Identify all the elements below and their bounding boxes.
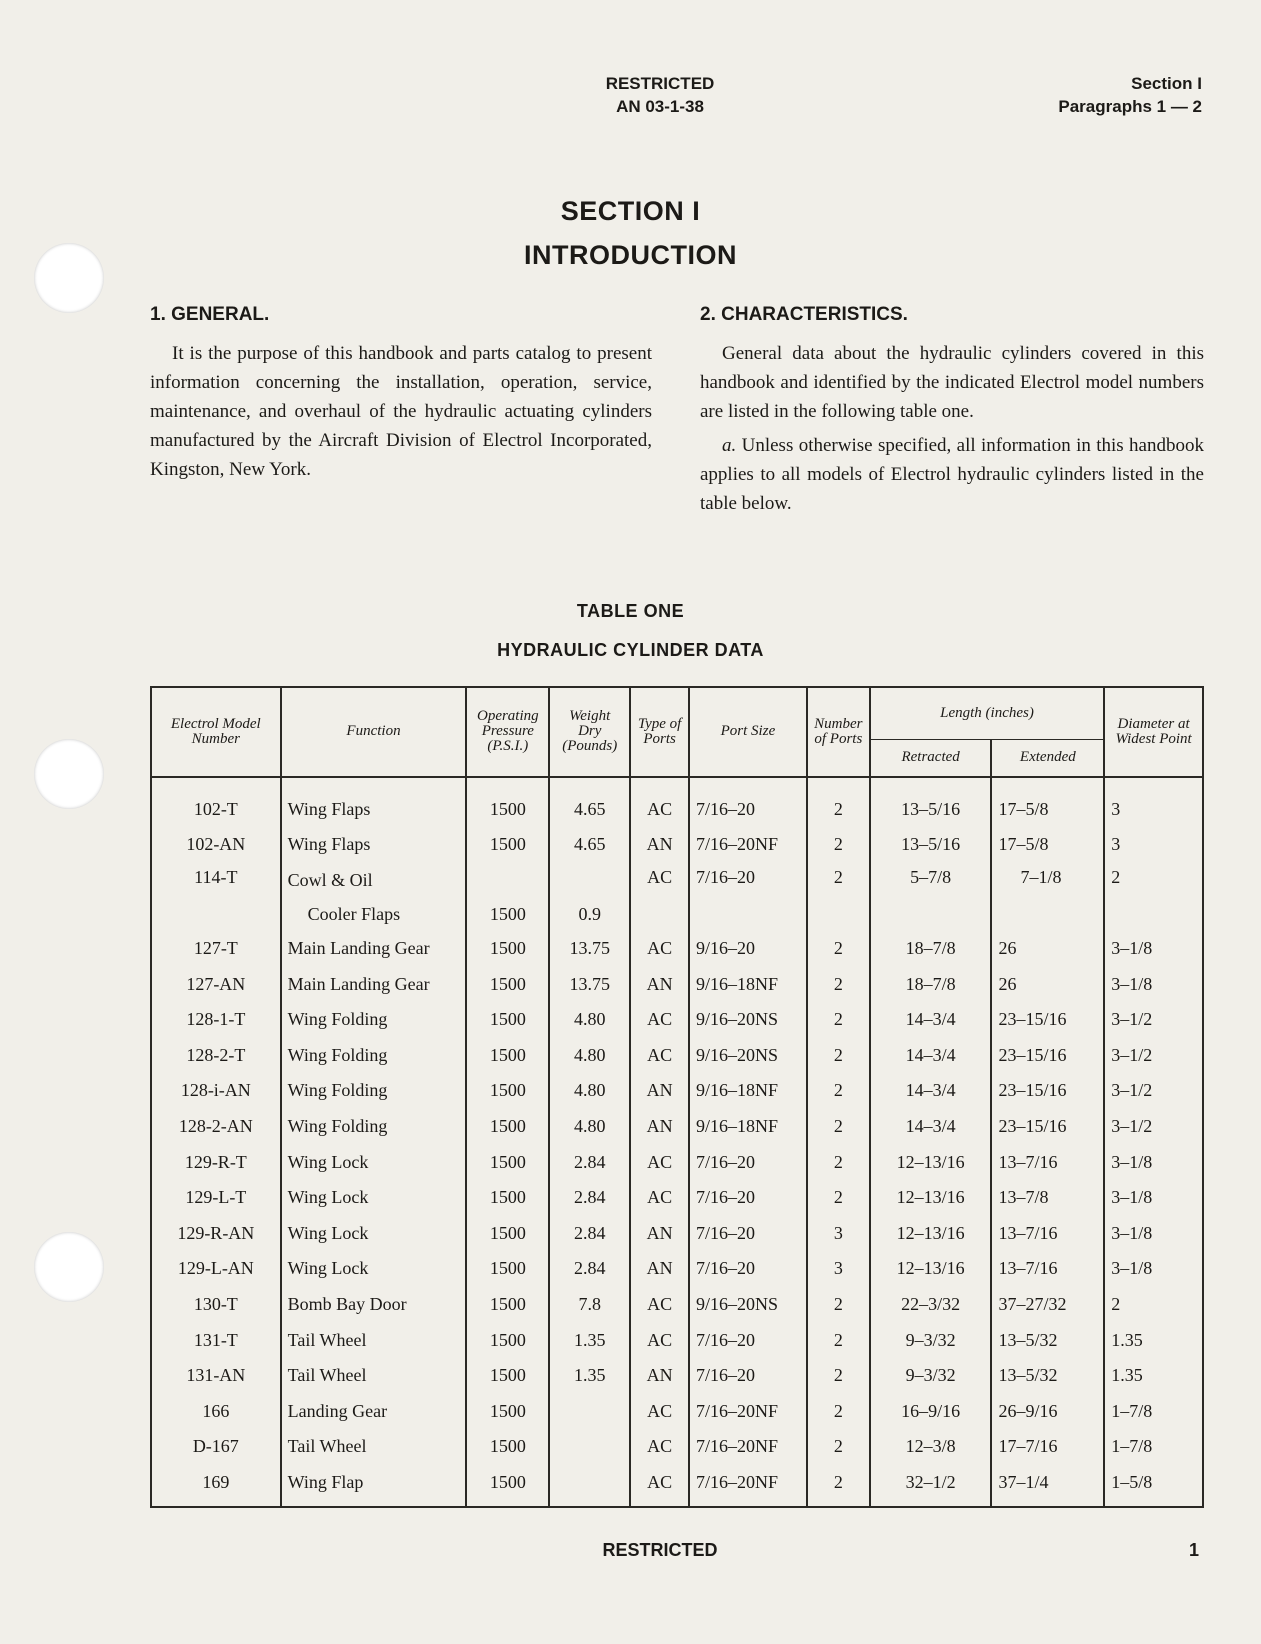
cell-number-of-ports: 2 (807, 931, 870, 967)
cell-pressure: 1500 (466, 1287, 549, 1323)
cell-pressure: 1500 (466, 863, 549, 931)
header-length: Length (inches) (870, 687, 1104, 739)
table-subtitle: HYDRAULIC CYLINDER DATA (497, 640, 764, 660)
cell-port-size: 7/16–20NF (689, 1393, 807, 1429)
cell-extended: 23–15/16 (991, 1109, 1104, 1145)
cell-function: Wing Flap (281, 1465, 467, 1508)
header-classification: RESTRICTED (605, 74, 715, 93)
cell-pressure: 1500 (466, 1073, 549, 1109)
cell-extended: 26–9/16 (991, 1393, 1104, 1429)
cell-diameter: 3–1/2 (1104, 1073, 1203, 1109)
cell-function: Wing Lock (281, 1251, 467, 1287)
cell-diameter: 3–1/2 (1104, 1037, 1203, 1073)
section-title: SECTION I (560, 196, 701, 226)
cell-port-type: AN (630, 827, 689, 863)
cell-diameter: 1–5/8 (1104, 1465, 1203, 1508)
cell-pressure: 1500 (466, 1393, 549, 1429)
cell-diameter: 2 (1104, 863, 1203, 931)
cell-extended: 23–15/16 (991, 1037, 1104, 1073)
table-row (151, 1251, 1203, 1287)
cell-port-type: AC (630, 1037, 689, 1073)
cell-port-size: 7/16–20NF (689, 1429, 807, 1465)
cell-port-type: AN (630, 1251, 689, 1287)
cell-diameter: 3–1/2 (1104, 1109, 1203, 1145)
header-section-ref: Section I (1131, 74, 1202, 93)
cell-port-size: 7/16–20 (689, 1251, 807, 1287)
cell-function: Main Landing Gear (281, 966, 467, 1002)
cell-retracted: 32–1/2 (870, 1465, 992, 1508)
cell-port-size: 9/16–20NS (689, 1287, 807, 1323)
cell-model: 127-T (151, 931, 281, 967)
cell-pressure: 1500 (466, 931, 549, 967)
cell-number-of-ports: 2 (807, 966, 870, 1002)
cell-number-of-ports: 2 (807, 827, 870, 863)
cell-extended: 26 (991, 931, 1104, 967)
cell-number-of-ports: 2 (807, 777, 870, 828)
cell-retracted: 12–13/16 (870, 1180, 992, 1216)
punch-hole (34, 1232, 104, 1302)
cell-model: 129-R-T (151, 1144, 281, 1180)
cell-weight: 2.84 (549, 1144, 630, 1180)
cell-pressure: 1500 (466, 966, 549, 1002)
cell-retracted: 14–3/4 (870, 1109, 992, 1145)
cell-number-of-ports: 2 (807, 1358, 870, 1394)
cell-port-size: 9/16–20 (689, 931, 807, 967)
cell-diameter: 2 (1104, 1287, 1203, 1323)
cell-extended: 13–5/32 (991, 1358, 1104, 1394)
table-row (151, 863, 1203, 931)
cell-retracted: 12–3/8 (870, 1429, 992, 1465)
cell-model: 127-AN (151, 966, 281, 1002)
cell-model: 169 (151, 1465, 281, 1508)
cell-port-size: 7/16–20 (689, 1180, 807, 1216)
table-row (151, 1358, 1203, 1394)
header-paragraph-ref: Paragraphs 1 — 2 (1058, 97, 1202, 116)
cell-function: Wing Lock (281, 1215, 467, 1251)
header-right (1058, 72, 1202, 118)
cell-extended: 13–7/8 (991, 1180, 1104, 1216)
header-number-of-ports: Number of Ports (807, 687, 870, 777)
header-retracted: Retracted (870, 739, 992, 777)
cell-diameter: 3 (1104, 777, 1203, 828)
cell-function: Tail Wheel (281, 1429, 467, 1465)
cell-model: 130-T (151, 1287, 281, 1323)
header-doc-number: AN 03-1-38 (616, 97, 704, 116)
cell-weight: 2.84 (549, 1251, 630, 1287)
cell-port-size: 9/16–20NS (689, 1037, 807, 1073)
table-row (151, 1073, 1203, 1109)
cell-weight: 4.65 (549, 827, 630, 863)
cell-number-of-ports: 2 (807, 1180, 870, 1216)
cell-number-of-ports: 2 (807, 1322, 870, 1358)
cell-retracted: 18–7/8 (870, 931, 992, 967)
cell-model: 166 (151, 1393, 281, 1429)
cell-port-size: 7/16–20 (689, 1215, 807, 1251)
cell-number-of-ports: 2 (807, 1002, 870, 1038)
section-name: INTRODUCTION (524, 240, 737, 270)
cell-retracted: 22–3/32 (870, 1287, 992, 1323)
cell-pressure: 1500 (466, 1465, 549, 1508)
table-row (151, 966, 1203, 1002)
cell-extended: 13–7/16 (991, 1144, 1104, 1180)
cell-weight: 4.80 (549, 1109, 630, 1145)
table-title: TABLE ONE (576, 601, 685, 621)
header-port-size: Port Size (689, 687, 807, 777)
cell-function (281, 863, 467, 931)
cell-model: 128-2-AN (151, 1109, 281, 1145)
cell-number-of-ports: 2 (807, 1144, 870, 1180)
cell-weight: 4.80 (549, 1073, 630, 1109)
cell-weight: 4.80 (549, 1002, 630, 1038)
cell-function: Landing Gear (281, 1393, 467, 1429)
cell-model: 114-T (151, 863, 281, 931)
cell-pressure: 1500 (466, 1358, 549, 1394)
characteristics-text: General data about the hydraulic cylinders covered in this handbook and identified by the indicated Electrol model numbers are listed in the following table one. (700, 343, 1204, 422)
cell-pressure: 1500 (466, 1215, 549, 1251)
characteristics-subparagraph (700, 431, 1204, 518)
hydraulic-cylinder-table (150, 686, 1204, 1508)
cell-model: 128-2-T (151, 1037, 281, 1073)
cell-extended: 23–15/16 (991, 1073, 1104, 1109)
cell-retracted: 18–7/8 (870, 966, 992, 1002)
cell-diameter: 1–7/8 (1104, 1393, 1203, 1429)
cell-extended: 17–5/8 (991, 777, 1104, 828)
cell-diameter: 3–1/8 (1104, 1180, 1203, 1216)
cell-pressure: 1500 (466, 1322, 549, 1358)
cell-pressure: 1500 (466, 1037, 549, 1073)
cell-diameter: 3–1/8 (1104, 1251, 1203, 1287)
cell-port-type: AC (630, 1002, 689, 1038)
cell-model: 102-AN (151, 827, 281, 863)
cell-extended: 13–7/16 (991, 1251, 1104, 1287)
cell-weight (549, 1393, 630, 1429)
cell-retracted: 13–5/16 (870, 777, 992, 828)
cell-function: Tail Wheel (281, 1322, 467, 1358)
cell-port-size: 9/16–18NF (689, 966, 807, 1002)
cell-pressure: 1500 (466, 1251, 549, 1287)
cell-weight: 0.9 (549, 863, 630, 931)
cell-number-of-ports: 3 (807, 1251, 870, 1287)
cell-retracted: 14–3/4 (870, 1037, 992, 1073)
header-weight: Weight Dry (Pounds) (549, 687, 630, 777)
subparagraph-text: Unless otherwise specified, all information in this handbook applies to all models of Electrol hydraulic cylinders listed in the table below. (700, 435, 1204, 514)
cell-port-type: AN (630, 1109, 689, 1145)
cell-port-type: AN (630, 1358, 689, 1394)
cell-weight: 13.75 (549, 931, 630, 967)
cell-pressure: 1500 (466, 1144, 549, 1180)
cell-model: 129-L-AN (151, 1251, 281, 1287)
cell-retracted: 16–9/16 (870, 1393, 992, 1429)
cell-model: 128-i-AN (151, 1073, 281, 1109)
cell-function: Bomb Bay Door (281, 1287, 467, 1323)
cell-port-type: AN (630, 1073, 689, 1109)
cell-retracted: 13–5/16 (870, 827, 992, 863)
cell-function: Wing Flaps (281, 777, 467, 828)
cell-extended: 37–1/4 (991, 1465, 1104, 1508)
cell-port-size: 9/16–18NF (689, 1109, 807, 1145)
cell-port-type: AC (630, 1287, 689, 1323)
cell-retracted: 9–3/32 (870, 1358, 992, 1394)
characteristics-paragraph (700, 339, 1204, 426)
cell-function: Wing Folding (281, 1109, 467, 1145)
cell-extended: 17–5/8 (991, 827, 1104, 863)
cell-port-type: AC (630, 777, 689, 828)
general-heading: 1. GENERAL. (150, 304, 270, 325)
table-row (151, 1429, 1203, 1465)
cell-function: Wing Folding (281, 1073, 467, 1109)
cell-extended: 13–5/32 (991, 1322, 1104, 1358)
cell-function: Main Landing Gear (281, 931, 467, 967)
cell-diameter: 3–1/8 (1104, 1215, 1203, 1251)
cell-port-size: 7/16–20NF (689, 827, 807, 863)
cell-retracted: 9–3/32 (870, 1322, 992, 1358)
cell-number-of-ports: 2 (807, 1287, 870, 1323)
cell-number-of-ports: 2 (807, 1073, 870, 1109)
cell-port-type: AC (630, 1144, 689, 1180)
cell-model: 129-L-T (151, 1180, 281, 1216)
table-row (151, 1144, 1203, 1180)
table-row (151, 777, 1203, 828)
header-model: Electrol Model Number (151, 687, 281, 777)
cell-port-type: AN (630, 966, 689, 1002)
cell-retracted: 14–3/4 (870, 1002, 992, 1038)
subparagraph-label: a. (722, 435, 737, 456)
cell-retracted: 5–7/8 (870, 863, 992, 931)
cell-weight (549, 1465, 630, 1508)
cell-diameter: 3 (1104, 827, 1203, 863)
table-row (151, 1002, 1203, 1038)
cell-diameter: 1.35 (1104, 1358, 1203, 1394)
cell-number-of-ports: 2 (807, 863, 870, 931)
cell-diameter: 1.35 (1104, 1322, 1203, 1358)
cell-port-size: 7/16–20 (689, 863, 807, 931)
cell-function: Wing Folding (281, 1037, 467, 1073)
table-row (151, 827, 1203, 863)
cell-weight: 1.35 (549, 1358, 630, 1394)
table-row (151, 1215, 1203, 1251)
cell-retracted: 12–13/16 (870, 1215, 992, 1251)
cell-port-size: 7/16–20 (689, 1358, 807, 1394)
characteristics-heading: 2. CHARACTERISTICS. (700, 304, 908, 325)
table-row (151, 1180, 1203, 1216)
cell-diameter: 3–1/8 (1104, 931, 1203, 967)
cell-weight: 1.35 (549, 1322, 630, 1358)
cell-function: Tail Wheel (281, 1358, 467, 1394)
footer-classification: RESTRICTED (602, 1540, 718, 1560)
cell-number-of-ports: 2 (807, 1465, 870, 1508)
cell-port-size: 7/16–20 (689, 1322, 807, 1358)
cell-weight: 2.84 (549, 1180, 630, 1216)
cell-pressure: 1500 (466, 1002, 549, 1038)
cell-retracted: 14–3/4 (870, 1073, 992, 1109)
cell-weight: 7.8 (549, 1287, 630, 1323)
cell-extended: 26 (991, 966, 1104, 1002)
header-diameter: Diameter at Widest Point (1104, 687, 1203, 777)
cell-pressure: 1500 (466, 1109, 549, 1145)
cell-port-size: 9/16–20NS (689, 1002, 807, 1038)
cell-port-size: 7/16–20 (689, 1144, 807, 1180)
cell-extended: 37–27/32 (991, 1287, 1104, 1323)
cell-function: Wing Flaps (281, 827, 467, 863)
cell-port-type: AC (630, 1429, 689, 1465)
cell-weight: 4.65 (549, 777, 630, 828)
cell-number-of-ports: 2 (807, 1393, 870, 1429)
cell-pressure: 1500 (466, 1429, 549, 1465)
cell-model: 128-1-T (151, 1002, 281, 1038)
cell-number-of-ports: 2 (807, 1429, 870, 1465)
table-row (151, 1322, 1203, 1358)
general-text: It is the purpose of this handbook and parts catalog to present information concerning the installation, operation, service, maintenance, and overhaul of the hydraulic actuating cylinders manufactured by the Aircraft Division of Electrol Incorporated, Kingston, New York. (150, 343, 652, 480)
cell-port-type: AC (630, 1322, 689, 1358)
cell-function-line2: Cooler Flaps (307, 903, 401, 924)
cell-number-of-ports: 2 (807, 1037, 870, 1073)
cell-port-type: AC (630, 863, 689, 931)
cell-number-of-ports: 3 (807, 1215, 870, 1251)
cell-diameter: 3–1/8 (1104, 966, 1203, 1002)
cell-extended: 13–7/16 (991, 1215, 1104, 1251)
cell-pressure: 1500 (466, 827, 549, 863)
cell-model: 102-T (151, 777, 281, 828)
header-center (560, 72, 760, 118)
cell-extended: 17–7/16 (991, 1429, 1104, 1465)
cell-weight (549, 1429, 630, 1465)
cell-port-size: 7/16–20NF (689, 1465, 807, 1508)
header-port-type: Type of Ports (630, 687, 689, 777)
cell-function-line1: Cowl & Oil (287, 869, 373, 890)
cell-port-size: 7/16–20 (689, 777, 807, 828)
header-function: Function (281, 687, 467, 777)
cell-port-type: AN (630, 1215, 689, 1251)
punch-hole (34, 739, 104, 809)
header-extended: Extended (991, 739, 1104, 777)
cell-pressure: 1500 (466, 1180, 549, 1216)
cell-model: D-167 (151, 1429, 281, 1465)
table-row (151, 1465, 1203, 1508)
cell-port-size: 9/16–18NF (689, 1073, 807, 1109)
cell-function: Wing Lock (281, 1144, 467, 1180)
table-row (151, 931, 1203, 967)
cell-number-of-ports: 2 (807, 1109, 870, 1145)
cell-port-type: AC (630, 1465, 689, 1508)
cell-model: 131-T (151, 1322, 281, 1358)
cell-extended: 7–1/8 (991, 863, 1104, 931)
table-row (151, 1109, 1203, 1145)
cell-extended: 23–15/16 (991, 1002, 1104, 1038)
cell-retracted: 12–13/16 (870, 1144, 992, 1180)
cell-weight: 2.84 (549, 1215, 630, 1251)
page-number: 1 (1188, 1540, 1199, 1560)
cell-pressure: 1500 (466, 777, 549, 828)
cell-model: 129-R-AN (151, 1215, 281, 1251)
table-row (151, 1287, 1203, 1323)
table-row (151, 1037, 1203, 1073)
cell-port-type: AC (630, 1393, 689, 1429)
cell-diameter: 3–1/2 (1104, 1002, 1203, 1038)
cell-retracted: 12–13/16 (870, 1251, 992, 1287)
cell-weight: 13.75 (549, 966, 630, 1002)
cell-diameter: 1–7/8 (1104, 1429, 1203, 1465)
header-pressure: Operating Pressure (P.S.I.) (466, 687, 549, 777)
cell-port-type: AC (630, 931, 689, 967)
cell-diameter: 3–1/8 (1104, 1144, 1203, 1180)
table-row (151, 1393, 1203, 1429)
cell-port-type: AC (630, 1180, 689, 1216)
cell-weight: 4.80 (549, 1037, 630, 1073)
cell-function: Wing Folding (281, 1002, 467, 1038)
general-paragraph (150, 339, 652, 484)
cell-function: Wing Lock (281, 1180, 467, 1216)
cell-model: 131-AN (151, 1358, 281, 1394)
